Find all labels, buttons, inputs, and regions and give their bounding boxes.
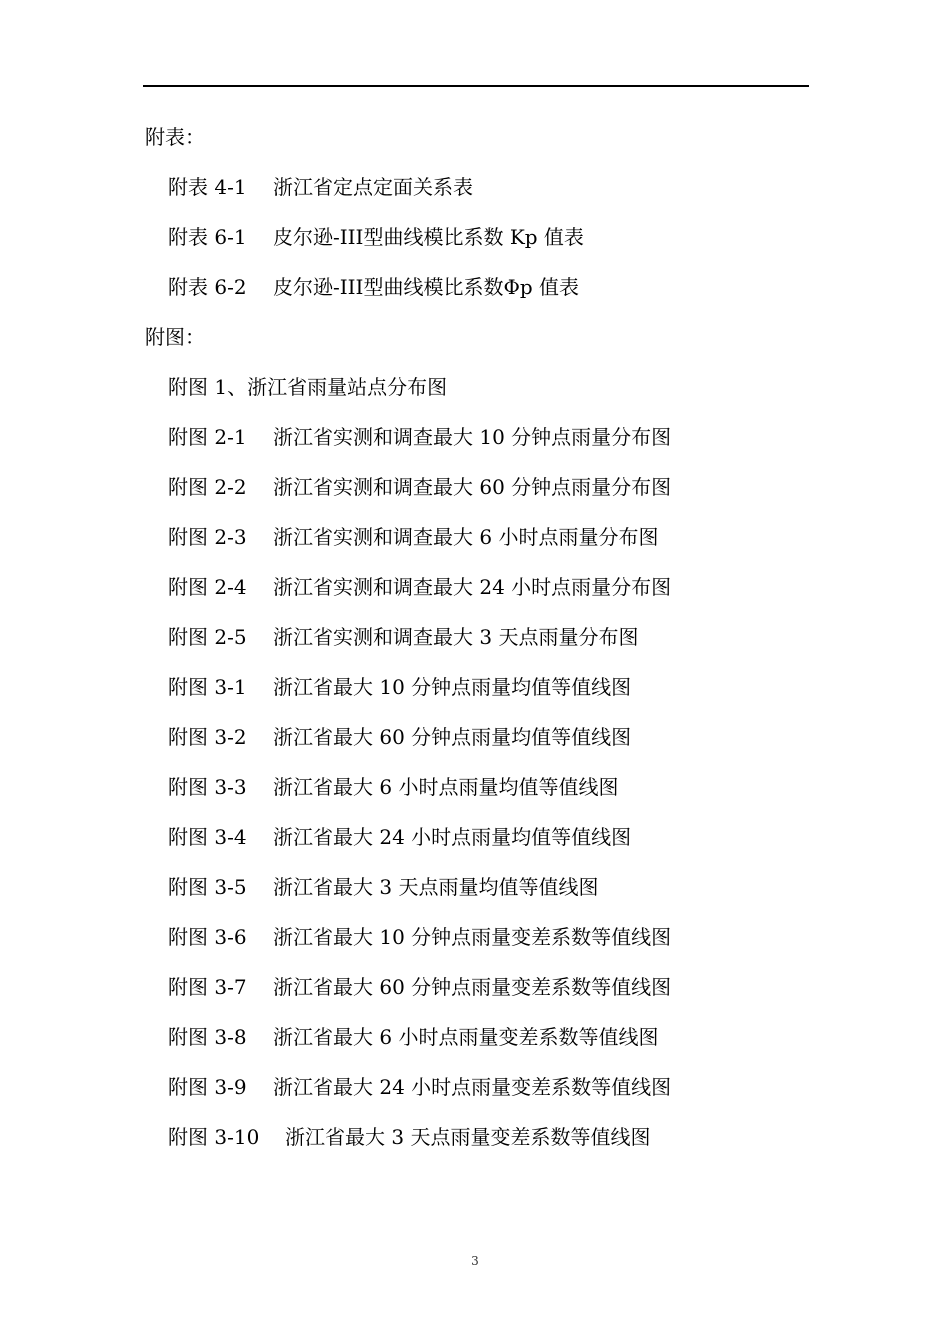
item-code: 附图 2-1 <box>168 425 247 449</box>
item-title: 浙江省实测和调查最大 60 分钟点雨量分布图 <box>273 475 672 499</box>
list-item <box>168 775 671 825</box>
list-item <box>168 925 671 975</box>
item-code: 附图 2-4 <box>168 575 247 599</box>
page-number: 3 <box>471 1254 479 1268</box>
appendix-tables-heading: 附表： <box>145 125 205 149</box>
item-title: 浙江省最大 3 天点雨量均值等值线图 <box>273 875 599 899</box>
list-item <box>168 225 584 275</box>
item-title: 浙江省实测和调查最大 10 分钟点雨量分布图 <box>273 425 672 449</box>
list-item <box>168 725 671 775</box>
item-title: 浙江省实测和调查最大 24 小时点雨量分布图 <box>273 575 672 599</box>
item-title: 浙江省实测和调查最大 6 小时点雨量分布图 <box>273 525 659 549</box>
appendix-tables-list <box>168 175 584 325</box>
item-title: 浙江省实测和调查最大 3 天点雨量分布图 <box>273 625 639 649</box>
list-item <box>168 975 671 1025</box>
header-rule <box>143 85 809 87</box>
list-item <box>168 625 671 675</box>
list-item <box>168 575 671 625</box>
item-title: 浙江省最大 3 天点雨量变差系数等值线图 <box>285 1125 651 1149</box>
item-code: 附图 2-3 <box>168 525 247 549</box>
list-item <box>168 375 671 425</box>
item-code: 附图 3-2 <box>168 725 247 749</box>
item-title: 浙江省最大 6 小时点雨量变差系数等值线图 <box>273 1025 659 1049</box>
item-title: 浙江省定点定面关系表 <box>273 175 473 199</box>
item-code: 附表 6-1 <box>168 225 247 249</box>
list-item <box>168 475 671 525</box>
item-code: 附图 3-3 <box>168 775 247 799</box>
item-title: 附图 1、浙江省雨量站点分布图 <box>168 375 448 399</box>
item-code: 附图 3-4 <box>168 825 247 849</box>
list-item <box>168 1125 671 1175</box>
item-code: 附图 2-2 <box>168 475 247 499</box>
item-code: 附图 3-9 <box>168 1075 247 1099</box>
list-item <box>168 175 584 225</box>
item-code: 附图 3-10 <box>168 1125 260 1149</box>
item-title: 浙江省最大 6 小时点雨量均值等值线图 <box>273 775 619 799</box>
item-code: 附图 3-6 <box>168 925 247 949</box>
item-title: 浙江省最大 24 小时点雨量变差系数等值线图 <box>273 1075 672 1099</box>
item-code: 附图 3-1 <box>168 675 247 699</box>
item-code: 附图 2-5 <box>168 625 247 649</box>
item-title: 浙江省最大 60 分钟点雨量变差系数等值线图 <box>273 975 672 999</box>
item-title: 皮尔逊-III型曲线模比系数 Kp 值表 <box>273 225 584 249</box>
item-title: 浙江省最大 10 分钟点雨量变差系数等值线图 <box>273 925 672 949</box>
list-item <box>168 275 584 325</box>
item-code: 附表 4-1 <box>168 175 247 199</box>
item-code: 附图 3-5 <box>168 875 247 899</box>
item-title: 浙江省最大 60 分钟点雨量均值等值线图 <box>273 725 632 749</box>
list-item <box>168 1075 671 1125</box>
appendix-figures-list <box>168 375 671 1175</box>
list-item <box>168 875 671 925</box>
item-code: 附表 6-2 <box>168 275 247 299</box>
list-item <box>168 1025 671 1075</box>
item-code: 附图 3-7 <box>168 975 247 999</box>
item-code: 附图 3-8 <box>168 1025 247 1049</box>
list-item <box>168 425 671 475</box>
list-item <box>168 525 671 575</box>
item-title: 浙江省最大 10 分钟点雨量均值等值线图 <box>273 675 632 699</box>
item-title: 皮尔逊-III型曲线模比系数Φp 值表 <box>273 275 580 299</box>
appendix-figures-heading: 附图： <box>145 325 205 349</box>
list-item <box>168 675 671 725</box>
list-item <box>168 825 671 875</box>
item-title: 浙江省最大 24 小时点雨量均值等值线图 <box>273 825 632 849</box>
